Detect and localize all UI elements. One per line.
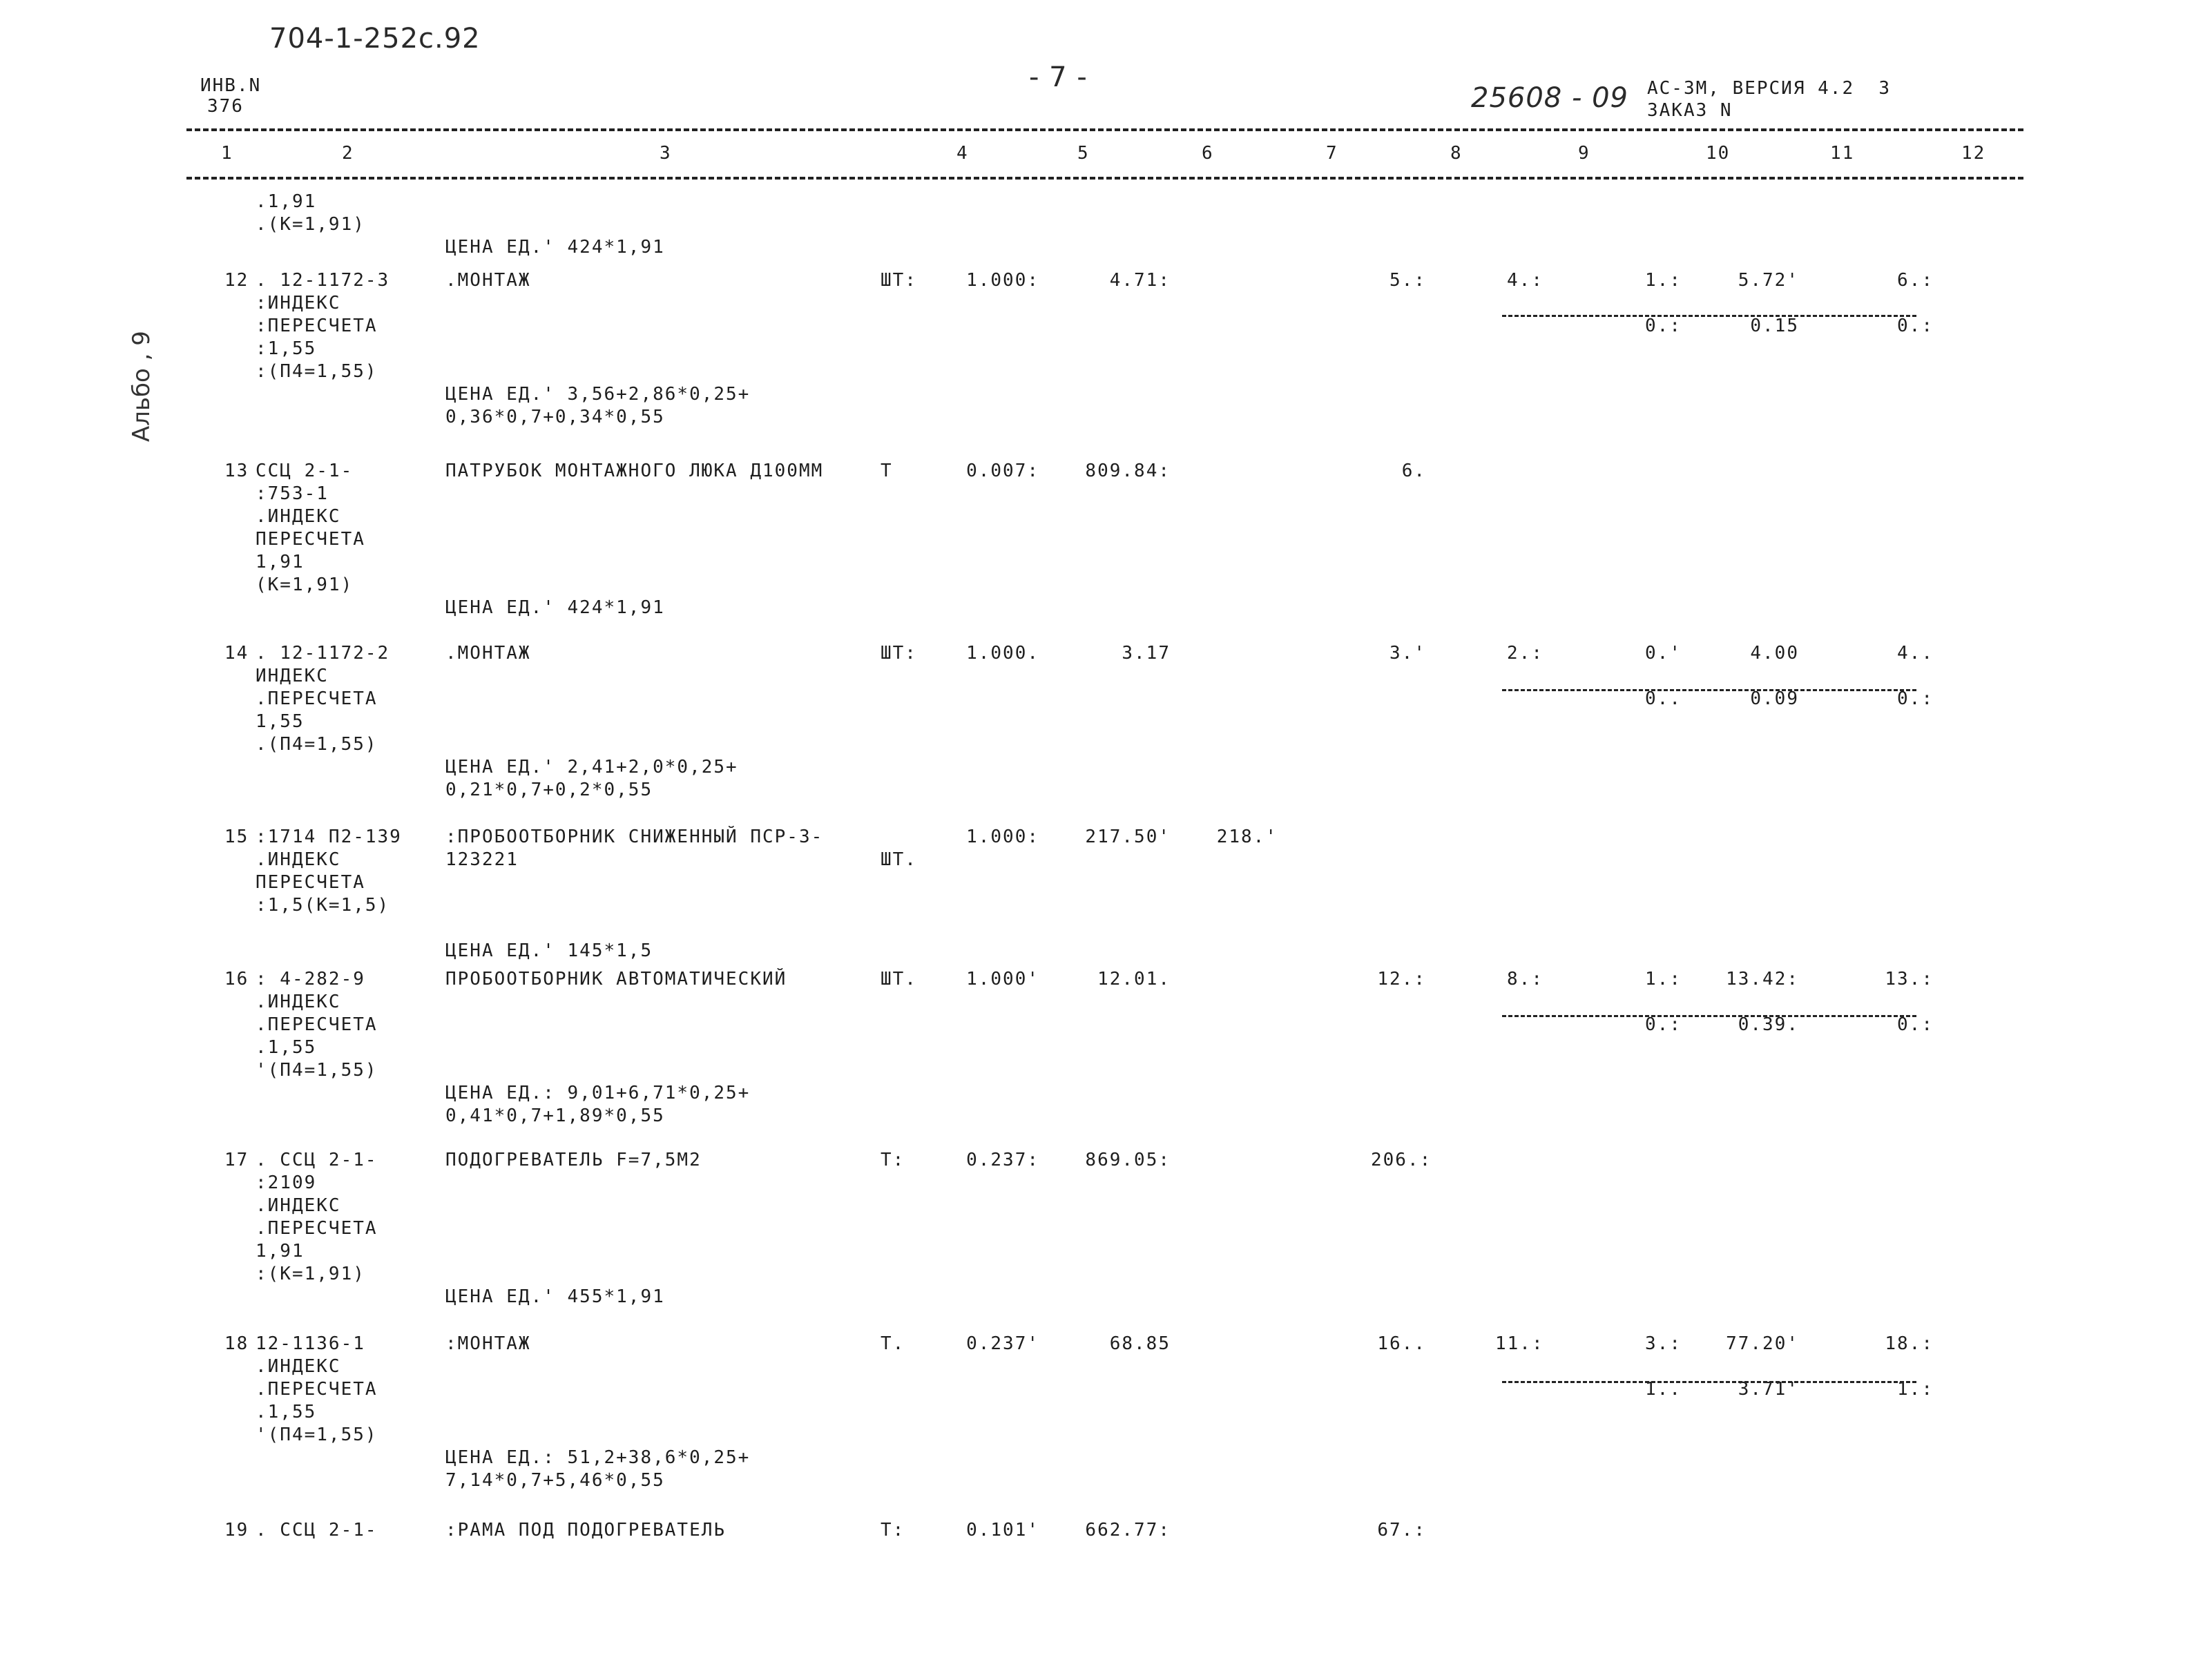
cell-col-b: : 4-282-9: [256, 969, 365, 989]
cell-col-7: 67.:: [1377, 1520, 1426, 1540]
cell-col-9: 0.:: [1645, 316, 1682, 336]
cell-col-b: .ПЕРЕСЧЕТА: [256, 1014, 378, 1035]
cell-col-c: .МОНТАЖ: [445, 643, 531, 664]
cell-col-9: 1.:: [1645, 969, 1682, 989]
split-cell-separator: [1502, 315, 1916, 317]
cell-col-11: 0.:: [1897, 688, 1934, 709]
cell-col-c: :МОНТАЖ: [445, 1333, 531, 1354]
cell-col-b: :1714 П2-139: [256, 827, 402, 847]
column-header-8: 8: [1450, 143, 1463, 164]
cell-col-b: 1,91: [256, 552, 305, 572]
cell-col-10: 5.72': [1738, 270, 1799, 291]
cell-col-5: 869.05:: [1085, 1150, 1171, 1170]
cell-col-11: 4..: [1897, 643, 1934, 664]
cell-col-c: .МОНТАЖ: [445, 270, 531, 291]
cell-col-10: 0.09: [1750, 688, 1799, 709]
cell-col-9: 0.:: [1645, 1014, 1682, 1035]
cell-col-11: 6.:: [1897, 270, 1934, 291]
cell-col-b: .ИНДЕКС: [256, 1195, 341, 1216]
cell-col-5: 68.85: [1109, 1333, 1171, 1354]
cell-col-7: 12.:: [1377, 969, 1426, 989]
cell-col-9: 3.:: [1645, 1333, 1682, 1354]
cell-col-11: 0.:: [1897, 1014, 1934, 1035]
cell-col-8: 8.:: [1507, 969, 1543, 989]
cell-col-b: '(П4=1,55): [256, 1060, 378, 1081]
cell-col-11: 1.:: [1897, 1379, 1934, 1400]
cell-col-b: .1,55: [256, 1037, 317, 1058]
inventory-label: ИНВ.N: [200, 75, 262, 96]
cell-col-u: Т.: [881, 1333, 905, 1354]
cell-col-c: ЦЕНА ЕД.' 2,41+2,0*0,25+: [445, 757, 738, 777]
column-header-6: 6: [1202, 143, 1214, 164]
cell-col-c: 7,14*0,7+5,46*0,55: [445, 1470, 665, 1491]
cell-col-a: 15: [224, 827, 249, 847]
rule-header-bottom: [186, 177, 2023, 180]
cell-col-b: ССЦ 2-1-: [256, 461, 354, 481]
cell-col-b: . 12-1172-2: [256, 643, 390, 664]
cell-col-4: 1.000:: [966, 827, 1039, 847]
cell-col-9: 1..: [1645, 1379, 1682, 1400]
cell-col-b: . 12-1172-3: [256, 270, 390, 291]
cell-col-c: 0,36*0,7+0,34*0,55: [445, 407, 665, 427]
cell-col-c: ЦЕНА ЕД.' 455*1,91: [445, 1286, 665, 1307]
cell-col-c: ЦЕНА ЕД.' 3,56+2,86*0,25+: [445, 384, 751, 405]
cell-col-10: 4.00: [1750, 643, 1799, 664]
cell-col-7: 16..: [1377, 1333, 1426, 1354]
cell-col-4: 0.101': [966, 1520, 1039, 1540]
cell-col-b: .ИНДЕКС: [256, 849, 341, 870]
cell-col-u: ШТ:: [881, 643, 917, 664]
cell-col-c: :РАМА ПОД ПОДОГРЕВАТЕЛЬ: [445, 1520, 727, 1540]
cell-col-11: 18.:: [1885, 1333, 1934, 1354]
cell-col-7: 206.:: [1371, 1150, 1432, 1170]
page-number: - 7 -: [1029, 61, 1088, 93]
cell-col-b: ПЕРЕСЧЕТА: [256, 529, 365, 550]
order-label: ЗАКАЗ N: [1647, 100, 1733, 121]
cell-col-b: :1,5(К=1,5): [256, 895, 390, 916]
cell-col-b: :ПЕРЕСЧЕТА: [256, 316, 378, 336]
cell-col-9: 1.:: [1645, 270, 1682, 291]
cell-col-c: ПОДОГРЕВАТЕЛЬ F=7,5М2: [445, 1150, 702, 1170]
rule-top: [186, 128, 2023, 131]
cell-col-b: :2109: [256, 1172, 317, 1193]
cell-col-10: 0.15: [1750, 316, 1799, 336]
cell-col-u: Т:: [881, 1150, 905, 1170]
cell-col-9: 0.': [1645, 643, 1682, 664]
cell-col-c: 0,41*0,7+1,89*0,55: [445, 1105, 665, 1126]
cell-col-a: 12: [224, 270, 249, 291]
cell-col-a: 16: [224, 969, 249, 989]
cell-col-10: 3.71': [1738, 1379, 1799, 1400]
cell-col-b: . ССЦ 2-1-: [256, 1150, 378, 1170]
cell-col-9: 0..: [1645, 688, 1682, 709]
column-header-12: 12: [1961, 143, 1986, 164]
cell-col-8: 4.:: [1507, 270, 1543, 291]
document-code: 704-1-252с.92: [269, 23, 481, 55]
cell-col-c: ПРОБООТБОРНИК АВТОМАТИЧЕСКИЙ: [445, 969, 787, 989]
cell-col-c: ЦЕНА ЕД.' 424*1,91: [445, 237, 665, 258]
cell-col-b: :(П4=1,55): [256, 361, 378, 382]
cell-col-5: 217.50': [1085, 827, 1171, 847]
cell-col-u: Т:: [881, 1520, 905, 1540]
cell-col-b: .1,55: [256, 1402, 317, 1422]
cell-col-a: 17: [224, 1150, 249, 1170]
cell-col-b: :ИНДЕКС: [256, 293, 341, 313]
cell-col-b: .1,91: [256, 191, 317, 212]
column-header-1: 1: [221, 143, 233, 164]
column-header-3: 3: [660, 143, 672, 164]
cell-col-5: 662.77:: [1085, 1520, 1171, 1540]
cell-col-a: 13: [224, 461, 249, 481]
cell-col-a: 14: [224, 643, 249, 664]
cell-col-b: ИНДЕКС: [256, 666, 329, 686]
cell-col-b: :(К=1,91): [256, 1264, 365, 1284]
cell-col-c: ПАТРУБОК МОНТАЖНОГО ЛЮКА Д100ММ: [445, 461, 824, 481]
cell-col-a: 19: [224, 1520, 249, 1540]
cell-col-4: 0.237:: [966, 1150, 1039, 1170]
cell-col-b: ПЕРЕСЧЕТА: [256, 872, 365, 893]
cell-col-c: ЦЕНА ЕД.' 424*1,91: [445, 597, 665, 618]
cell-col-4: 1.000': [966, 969, 1039, 989]
cell-col-b: .(К=1,91): [256, 214, 365, 235]
cell-col-b: (К=1,91): [256, 574, 354, 595]
side-label: Альбо , 9: [128, 331, 155, 442]
cell-col-5: 4.71:: [1109, 270, 1171, 291]
cell-col-b: 1,55: [256, 711, 305, 732]
column-header-9: 9: [1578, 143, 1590, 164]
cell-col-u: ШТ.: [881, 849, 917, 870]
cell-col-c: 123221: [445, 849, 519, 870]
cell-col-6: 218.': [1216, 827, 1278, 847]
cell-col-b: 1,91: [256, 1241, 305, 1262]
column-header-7: 7: [1326, 143, 1338, 164]
software-version: АС-3М, ВЕРСИЯ 4.2 3: [1647, 78, 1892, 99]
cell-col-b: :1,55: [256, 338, 317, 359]
column-header-5: 5: [1077, 143, 1090, 164]
cell-col-c: ЦЕНА ЕД.' 145*1,5: [445, 940, 653, 961]
cell-col-11: 0.:: [1897, 316, 1934, 336]
cell-col-b: .ПЕРЕСЧЕТА: [256, 1218, 378, 1239]
cell-col-8: 11.:: [1495, 1333, 1544, 1354]
column-header-10: 10: [1706, 143, 1731, 164]
cell-col-7: 3.': [1389, 643, 1426, 664]
cell-col-10: 77.20': [1726, 1333, 1799, 1354]
split-cell-separator: [1502, 689, 1916, 691]
cell-col-c: ЦЕНА ЕД.: 9,01+6,71*0,25+: [445, 1083, 751, 1103]
cell-col-b: .ИНДЕКС: [256, 1356, 341, 1377]
cell-col-7: 5.:: [1389, 270, 1426, 291]
cell-col-b: .(П4=1,55): [256, 734, 378, 755]
cell-col-4: 0.237': [966, 1333, 1039, 1354]
cell-col-b: 12-1136-1: [256, 1333, 365, 1354]
cell-col-b: .ИНДЕКС: [256, 506, 341, 527]
cell-col-b: .ИНДЕКС: [256, 992, 341, 1012]
cell-col-7: 6.: [1401, 461, 1426, 481]
document-number: 25608 - 09: [1471, 82, 1629, 114]
cell-col-4: 1.000.: [966, 643, 1039, 664]
cell-col-u: Т: [881, 461, 893, 481]
column-header-4: 4: [956, 143, 969, 164]
column-header-2: 2: [342, 143, 354, 164]
cell-col-c: ЦЕНА ЕД.: 51,2+38,6*0,25+: [445, 1447, 751, 1468]
cell-col-a: 18: [224, 1333, 249, 1354]
split-cell-separator: [1502, 1015, 1916, 1017]
cell-col-10: 13.42:: [1726, 969, 1799, 989]
inventory-number: 376: [207, 96, 244, 117]
split-cell-separator: [1502, 1381, 1916, 1383]
cell-col-b: '(П4=1,55): [256, 1424, 378, 1445]
cell-col-b: . ССЦ 2-1-: [256, 1520, 378, 1540]
cell-col-u: ШТ.: [881, 969, 917, 989]
cell-col-b: .ПЕРЕСЧЕТА: [256, 688, 378, 709]
cell-col-10: 0.39.: [1738, 1014, 1799, 1035]
cell-col-u: ШТ:: [881, 270, 917, 291]
cell-col-c: 0,21*0,7+0,2*0,55: [445, 780, 653, 800]
cell-col-5: 12.01.: [1097, 969, 1171, 989]
cell-col-4: 0.007:: [966, 461, 1039, 481]
cell-col-8: 2.:: [1507, 643, 1543, 664]
cell-col-c: :ПРОБООТБОРНИК СНИЖЕННЫЙ ПСР-3-: [445, 827, 824, 847]
cell-col-b: :753-1: [256, 483, 329, 504]
cell-col-5: 809.84:: [1085, 461, 1171, 481]
column-header-11: 11: [1830, 143, 1855, 164]
cell-col-b: .ПЕРЕСЧЕТА: [256, 1379, 378, 1400]
cell-col-4: 1.000:: [966, 270, 1039, 291]
cell-col-5: 3.17: [1122, 643, 1171, 664]
cell-col-11: 13.:: [1885, 969, 1934, 989]
